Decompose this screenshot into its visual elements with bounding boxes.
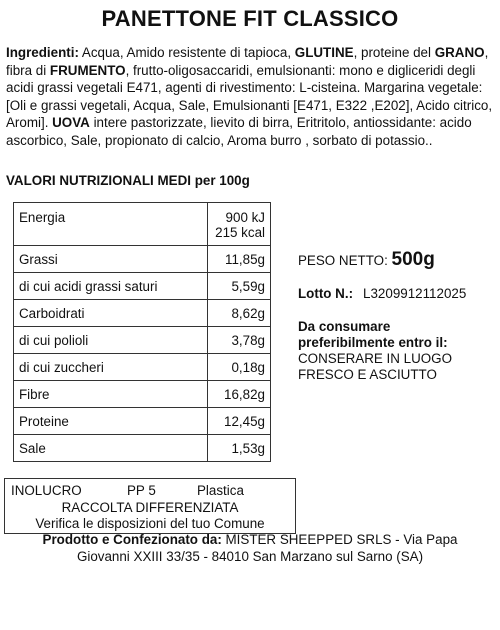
ingredients-part-1: Acqua, Amido resistente di tapioca,: [78, 45, 295, 60]
nutrition-value: 12,45g: [208, 408, 271, 435]
ingredients-part-2: , proteine del: [353, 45, 435, 60]
nutrition-label: di cui polioli: [14, 327, 208, 354]
producer-line-1: [0, 531, 500, 548]
nutrition-value: [208, 203, 271, 246]
allergen-frumento: FRUMENTO: [49, 62, 126, 78]
ingredients-label: Ingredienti:: [6, 45, 79, 60]
nutrition-value: 5,59g: [208, 273, 271, 300]
nutrition-label: Proteine: [14, 408, 208, 435]
lot-label: Lotto N.:: [298, 286, 354, 301]
producer-name: MISTER SHEEPPED SRLS - Via Papa: [221, 532, 458, 547]
energy-kj: 900 kJ: [225, 210, 265, 225]
lot-value: L3209912112025: [363, 286, 467, 301]
nutrition-label: di cui zuccheri: [14, 354, 208, 381]
producer-info: [0, 531, 500, 565]
nutrition-row: [14, 246, 271, 273]
nutrition-row: [14, 435, 271, 462]
recycling-instruction: RACCOLTA DIFFERENZIATA: [61, 500, 239, 515]
storage-line-2: FRESCO E ASCIUTTO: [298, 367, 437, 382]
nutrition-row: [14, 327, 271, 354]
nutrition-label: Fibre: [14, 381, 208, 408]
material-name: Plastica: [197, 483, 244, 498]
best-before-line-2: preferibilmente entro il:: [298, 335, 448, 350]
net-weight: [298, 249, 435, 271]
nutrition-value: 1,53g: [208, 435, 271, 462]
nutrition-value: 11,85g: [208, 246, 271, 273]
nutrition-label: Carboidrati: [14, 300, 208, 327]
lot-number: [298, 286, 466, 301]
nutrition-value: 0,18g: [208, 354, 271, 381]
product-title: PANETTONE FIT CLASSICO: [101, 6, 399, 31]
allergen-glutine: GLUTINE: [294, 45, 354, 60]
allergen-grano: GRANO: [434, 45, 485, 60]
material-code: PP 5: [127, 483, 156, 498]
nutrition-row: [14, 408, 271, 435]
net-weight-label: PESO NETTO:: [298, 253, 392, 268]
nutrition-value: 3,78g: [208, 327, 271, 354]
nutrition-row: [14, 300, 271, 327]
recycling-box: [4, 478, 296, 534]
producer-address: Giovanni XXIII 33/35 - 84010 San Marzano sul Sarno (SA): [76, 549, 424, 564]
nutrition-row: [14, 381, 271, 408]
nutrition-value: 8,62g: [208, 300, 271, 327]
best-before: [298, 319, 452, 383]
nutrition-row: [14, 273, 271, 300]
nutrition-row-energy: [14, 203, 271, 246]
nutrition-heading: VALORI NUTRIZIONALI MEDI per 100g: [6, 173, 250, 188]
nutrition-label: Sale: [14, 435, 208, 462]
ingredients-text: [6, 44, 494, 149]
producer-label: Prodotto e Confezionato da:: [42, 532, 222, 547]
packaging-type: INOLUCRO: [11, 483, 82, 498]
nutrition-table: [13, 202, 271, 462]
nutrition-row: [14, 354, 271, 381]
ingredients-part-3: , fibra di: [6, 45, 489, 78]
nutrition-value: 16,82g: [208, 381, 271, 408]
storage-line-1: CONSERARE IN LUOGO: [298, 351, 453, 366]
energy-kcal: 215 kcal: [215, 225, 265, 240]
ingredients-part-4: , frutto-oligosaccaridi, emulsionanti: mono e digliceridi degli acidi grassi vegetali E471, agenti di rivestimento: L-cisteina. Margarina vegetale: [Oli e grassi vegetali, Acqua, Sale, Emulsionanti [E471, E322 ,E202], Acido citrico, Aromi].: [6, 62, 493, 130]
nutrition-label: Grassi: [14, 246, 208, 273]
recycling-note: Verifica le disposizioni del tuo Comune: [35, 516, 265, 531]
nutrition-label: di cui acidi grassi saturi: [14, 273, 208, 300]
best-before-line-1: Da consumare: [298, 319, 391, 334]
net-weight-value: 500g: [391, 249, 435, 270]
ingredients-part-5: intere pastorizzate, lievito di birra, Eritritolo, antiossidante: acido ascorbico, Sale, propionato di calcio, Aroma burro , sorbato di potassio..: [6, 115, 472, 148]
nutrition-label: Energia: [14, 203, 208, 246]
allergen-uova: UOVA: [52, 115, 90, 130]
